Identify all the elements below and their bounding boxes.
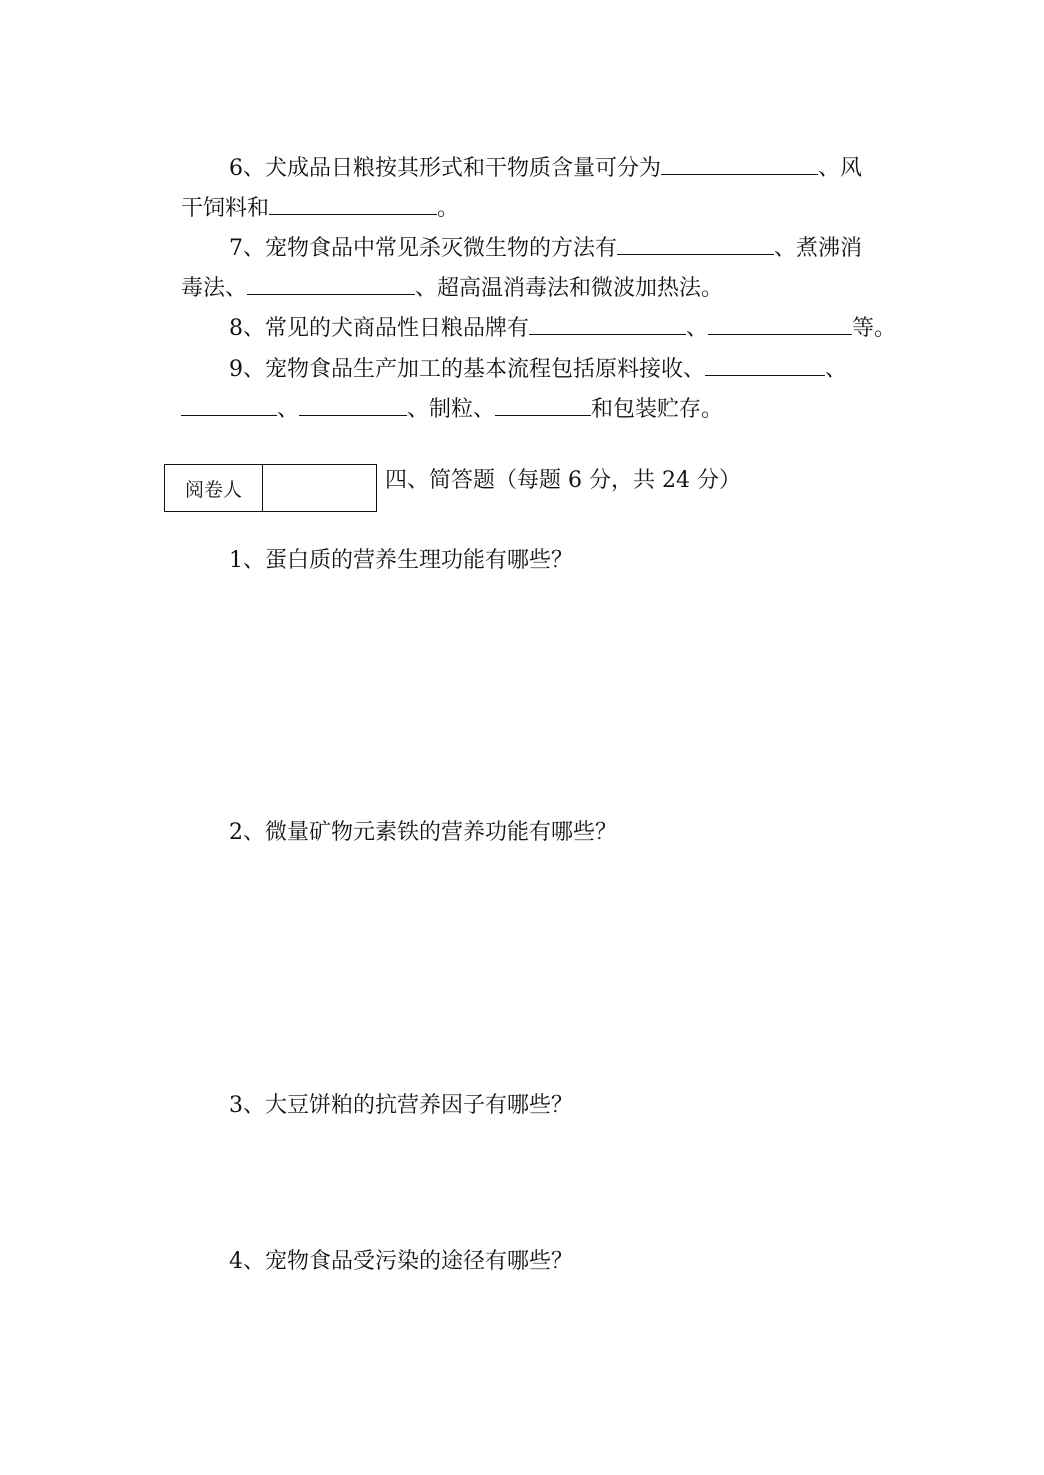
q6-text: 6、犬成品日粮按其形式和干物质含量可分为 (229, 156, 661, 181)
q6-line1 (229, 152, 862, 184)
q8-blank-1[interactable] (529, 312, 686, 335)
q9-tail: 、 (825, 357, 848, 382)
q9-blank-1[interactable] (705, 353, 825, 376)
q9-line1 (229, 353, 847, 385)
q6-tail: 、风 (818, 156, 863, 181)
q7-blank-1[interactable] (617, 232, 774, 255)
q8-line (229, 312, 896, 344)
short-question-3: 3、大豆饼粕的抗营养因子有哪些？ (229, 1093, 573, 1118)
q7-line1 (229, 232, 862, 264)
q6-line2-tail: 。 (437, 196, 460, 221)
q7-line2-text: 毒法、 (181, 276, 248, 301)
q7-blank-2[interactable] (247, 272, 415, 295)
short-question-4: 4、宠物食品受污染的途径有哪些？ (229, 1249, 573, 1274)
q9-blank-2[interactable] (181, 393, 277, 416)
q8-blank-2[interactable] (708, 312, 852, 335)
grader-signature-field[interactable] (263, 465, 376, 511)
q9-text: 9、宠物食品生产加工的基本流程包括原料接收、 (229, 357, 705, 382)
q9-line2 (181, 393, 723, 425)
q9-blank-3[interactable] (299, 393, 407, 416)
q6-line2-text: 干饲料和 (181, 196, 270, 221)
q7-tail: 、煮沸消 (774, 236, 863, 261)
q9-tail-2: 和包装贮存。 (591, 397, 724, 422)
q9-sep-b: 、制粒、 (407, 397, 496, 422)
short-question-1: 1、蛋白质的营养生理功能有哪些？ (229, 548, 573, 573)
grader-box (164, 464, 377, 512)
q7-line2-tail: 、超高温消毒法和微波加热法。 (415, 276, 724, 301)
q8-tail: 等。 (852, 316, 897, 341)
q6-blank-1[interactable] (661, 152, 818, 175)
q8-text: 8、常见的犬商品性日粮品牌有 (229, 316, 529, 341)
q7-line2 (181, 272, 723, 304)
grader-label: 阅卷人 (165, 465, 263, 511)
q6-blank-2[interactable] (269, 192, 437, 215)
short-question-2: 2、微量矿物元素铁的营养功能有哪些？ (229, 820, 617, 845)
q6-line2 (181, 192, 459, 224)
q9-blank-4[interactable] (495, 393, 591, 416)
section4-title: 四、简答题（每题 6 分，共 24 分） (385, 468, 741, 493)
q8-sep: 、 (686, 316, 709, 341)
q7-text: 7、宠物食品中常见杀灭微生物的方法有 (229, 236, 617, 261)
q9-sep-a: 、 (277, 397, 300, 422)
